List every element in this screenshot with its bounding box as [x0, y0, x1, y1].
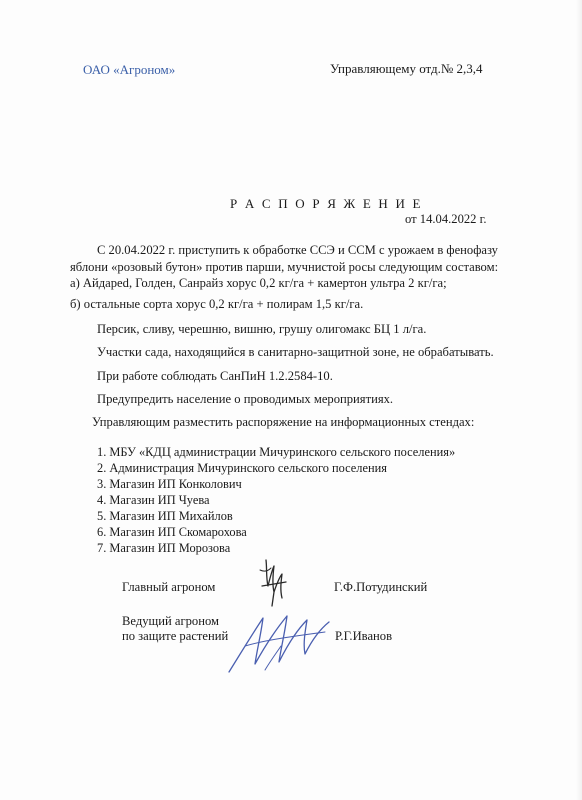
body-paragraph-4: При работе соблюдать СанПиН 1.2.2584-10.	[97, 369, 333, 383]
list-item: 7. Магазин ИП Морозова	[97, 541, 231, 555]
lead-agronomist-title-line-1: Ведущий агроном	[122, 614, 219, 628]
page-edge-shadow	[576, 0, 582, 800]
lead-signature-icon	[225, 606, 335, 678]
body-paragraph-5: Предупредить население о проводимых мероприятиях.	[97, 392, 394, 406]
list-item: 6. Магазин ИП Скомарохова	[97, 525, 247, 539]
document-title: Р А С П О Р Я Ж Е Н И Е	[230, 196, 423, 211]
document-date: от 14.04.2022 г.	[405, 212, 487, 226]
chief-signature-icon	[252, 556, 302, 612]
lead-agronomist-name: Р.Г.Иванов	[335, 629, 393, 643]
list-item: 1. МБУ «КДЦ администрации Мичуринского сельского поселения»	[97, 445, 456, 459]
list-item: 4. Магазин ИП Чуева	[97, 493, 210, 507]
lead-agronomist-title-line-2: по защите растений	[122, 629, 229, 643]
organization-name: ОАО «Агроном»	[83, 62, 176, 77]
body-item-a: а) Айдарed, Голден, Санрайз хорус 0,2 кг/га + камертон ультра 2 кг/га;	[70, 276, 447, 290]
body-paragraph-2: Персик, сливу, черешню, вишню, грушу олигомакс БЦ 1 л/га.	[97, 322, 427, 336]
list-item: 2. Администрация Мичуринского сельского поселения	[97, 461, 387, 475]
stands-list	[97, 444, 455, 556]
body-item-b: б) остальные сорта хорус 0,2 кг/га + полирам 1,5 кг/га.	[70, 297, 364, 311]
list-item: 3. Магазин ИП Конколович	[97, 477, 242, 491]
body-paragraph-6: Управляющим разместить распоряжение на информационных стендах:	[92, 415, 475, 429]
chief-agronomist-title: Главный агроном	[122, 580, 216, 594]
body-paragraph-1-line-1: С 20.04.2022 г. приступить к обработке ССЭ и ССМ с урожаем в фенофазу	[97, 243, 498, 257]
body-paragraph-1-line-2: яблони «розовый бутон» против парши, мучнистой росы следующим составом:	[70, 260, 499, 274]
list-item: 5. Магазин ИП Михайлов	[97, 509, 233, 523]
addressee: Управляющему отд.№ 2,3,4	[330, 61, 483, 76]
chief-agronomist-name: Г.Ф.Потудинский	[334, 580, 428, 594]
body-paragraph-3: Участки сада, находящийся в санитарно-защитной зоне, не обрабатывать.	[97, 345, 494, 359]
